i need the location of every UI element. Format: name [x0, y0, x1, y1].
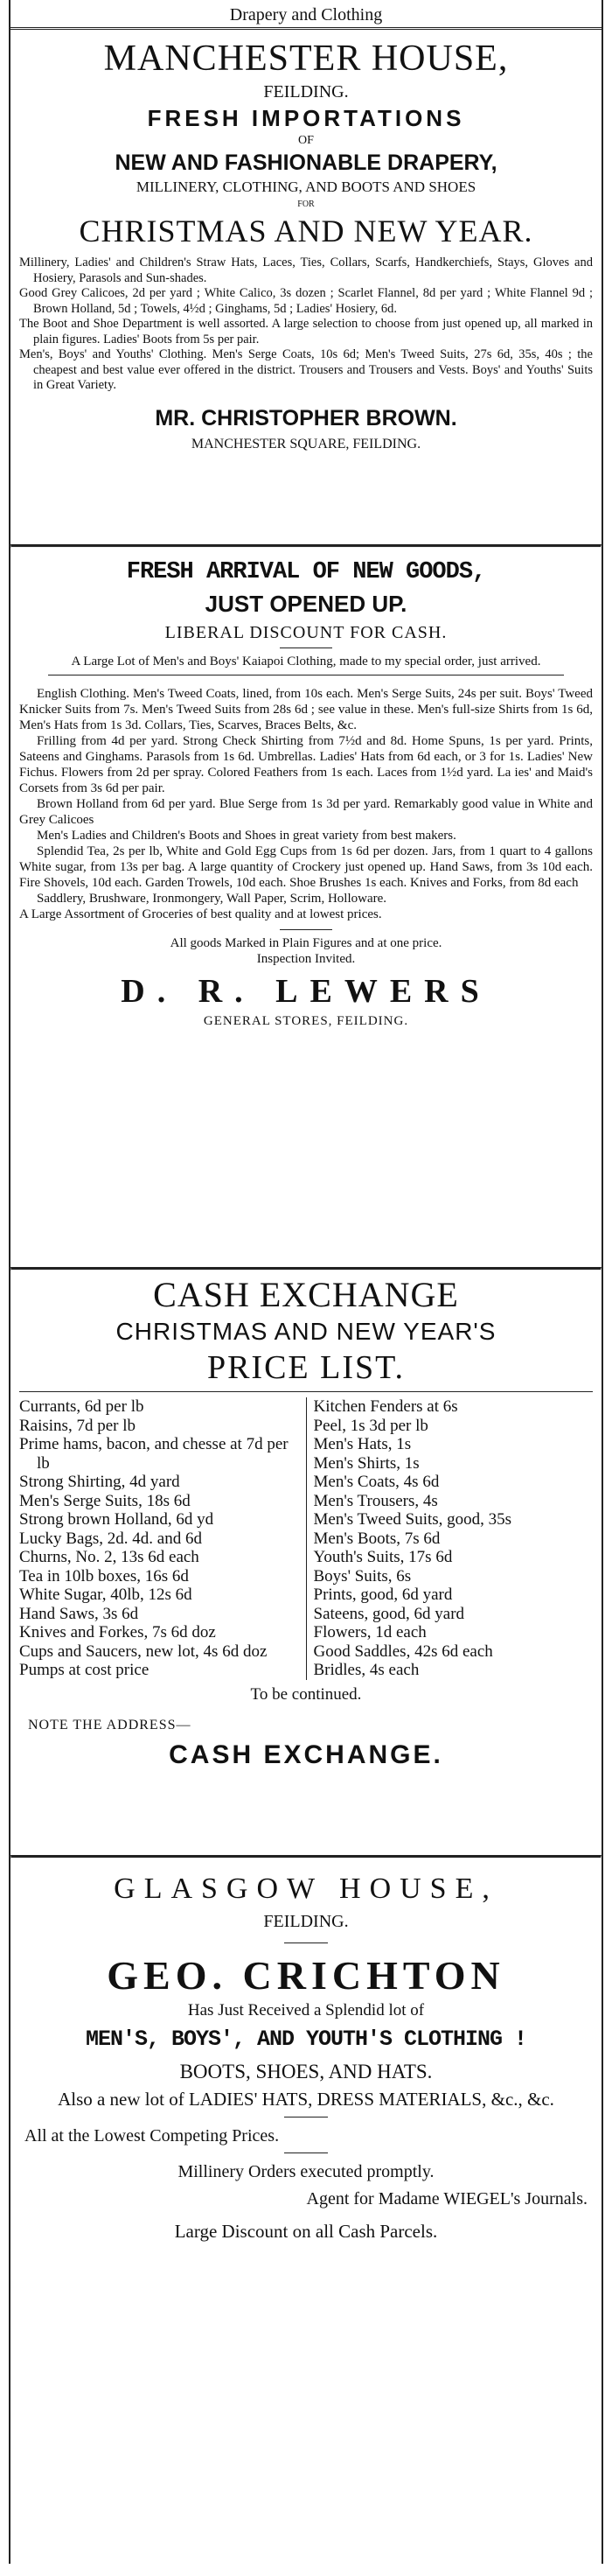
price-item: Kitchen Fenders at 6s: [313, 1397, 458, 1416]
exchange-list-title: PRICE LIST.: [206, 1349, 406, 1386]
price-item: Pumps at cost price: [19, 1661, 150, 1679]
manchester-paragraph: Millinery, Ladies' and Children's Straw Hats, Laces, Ties, Collars, Scarfs, Handkerchiefs, Stays, Gloves and Hosiery, Parasols and Sun-shades.: [19, 256, 593, 285]
price-item: Prime hams, bacon, and chesse at 7d per lb: [19, 1435, 289, 1473]
price-list-right: [307, 1397, 594, 1680]
glasgow-clothing: MEN'S, BOYS', AND YOUTH'S CLOTHING !: [85, 2026, 527, 2052]
manchester-place: FEILDING.: [263, 82, 349, 102]
lewers-paragraph: A Large Assortment of Groceries of best quality and at lowest prices.: [19, 907, 382, 921]
manchester-title: MANCHESTER HOUSE,: [103, 38, 509, 79]
glasgow-rule: [284, 2117, 328, 2118]
lewers-sub: JUST OPENED UP.: [205, 591, 407, 617]
lewers-body: [19, 686, 593, 922]
glasgow-title: GLASGOW HOUSE,: [114, 1872, 498, 1905]
price-item: Youth's Suits, 17s 6d: [313, 1548, 453, 1566]
price-item: White Sugar, 40lb, 12s 6d: [19, 1586, 192, 1604]
manchester-christmas: CHRISTMAS AND NEW YEAR.: [79, 214, 533, 248]
price-list: [19, 1397, 593, 1680]
price-item: Bridles, 4s each: [313, 1661, 420, 1679]
lewers-stores: GENERAL STORES, FEILDING.: [203, 1014, 409, 1028]
cash-exchange-ad: [10, 1270, 602, 1855]
lewers-paragraph: Brown Holland from 6d per yard. Blue Serge from 1s 3d per yard. Remarkably good value in White and Grey Calicoes: [19, 797, 593, 827]
lewers-paragraph: Splendid Tea, 2s per lb, White and Gold Egg Cups from 1s 6d per dozen. Jars, from 1 quart to 4 gallons White sugar, from 13s per bag. A large quantity of Crockery just opened up. Hand Saws, from 3s 10d each. Fire Shovels, 10d each. Garden Trowels, 10d each. Shoe Brushes 1s each. Knives and Forks, from 8d each: [19, 844, 593, 890]
price-item: Knives and Forkes, 7s 6d doz: [19, 1623, 216, 1642]
glasgow-also: Also a new lot of LADIES' HATS, DRESS MATERIALS, &c., &c.: [58, 2089, 554, 2110]
column-header-text: Drapery and Clothing: [229, 5, 383, 24]
lewers-paragraph: English Clothing. Men's Tweed Coats, lined, from 10s each. Men's Serge Suits, 24s per suit. Boys' Tweed Knicker Suits from 7s. Men's Tweed Suits from 28s 6d ; see value in these. Men's full-size Shirts from 1s 6d, Men's Hats from 1s 3d. Collars, Ties, Scarves, Braces Belts, &c.: [19, 687, 593, 732]
manchester-sub: MILLINERY, CLOTHING, AND BOOTS AND SHOES: [136, 178, 476, 195]
exchange-title: CASH EXCHANGE: [153, 1275, 459, 1314]
price-item: Tea in 10lb boxes, 16s 6d: [19, 1566, 189, 1586]
price-item: Men's Trousers, 4s: [313, 1491, 438, 1510]
lewers-inspection: Inspection Invited.: [256, 952, 356, 966]
price-list-left: [19, 1397, 307, 1680]
glasgow-lowest: All at the Lowest Competing Prices.: [24, 2126, 280, 2146]
column-header: [10, 0, 602, 30]
manchester-paragraph: Good Grey Calicoes, 2d per yard ; White Calico, 3s dozen ; Scarlet Flannel, 8d per yard ; White Flannel 9d ; Brown Holland, 5d ; Towels, 4½d ; Ginghams, 5d ; Ladies' Hosiery, 6d.: [19, 286, 593, 316]
price-item: Lucky Bags, 2d. 4d. and 6d: [19, 1529, 202, 1548]
price-item: Men's Boots, 7s 6d: [313, 1529, 441, 1548]
price-item: Sateens, good, 6d yard: [313, 1604, 465, 1623]
manchester-address: MANCHESTER SQUARE, FEILDING.: [191, 436, 421, 452]
price-item: Men's Shirts, 1s: [313, 1453, 420, 1473]
price-item: Currants, 6d per lb: [19, 1397, 144, 1416]
manchester-paragraph: The Boot and Shoe Department is well assorted. A large selection to choose from just opened up, all marked in plain figures. Ladies' Boots from 5s per pair.: [19, 317, 593, 346]
lewers-ad: [10, 548, 602, 1267]
exchange-note: NOTE THE ADDRESS—: [28, 1717, 191, 1732]
exchange-sub: CHRISTMAS AND NEW YEAR'S: [115, 1318, 497, 1345]
manchester-for: FOR: [297, 200, 315, 209]
manchester-headline: NEW AND FASHIONABLE DRAPERY,: [115, 150, 497, 175]
glasgow-place: FEILDING.: [263, 1912, 349, 1931]
glasgow-discount: Large Discount on all Cash Parcels.: [174, 2221, 438, 2242]
price-item: Churns, No. 2, 13s 6d each: [19, 1548, 199, 1566]
lewers-rule: [48, 675, 564, 676]
manchester-proprietor: MR. CHRISTOPHER BROWN.: [155, 405, 457, 430]
price-item: Prints, good, 6d yard: [313, 1586, 453, 1604]
price-item: Strong Shirting, 4d yard: [19, 1473, 180, 1491]
price-item: Strong brown Holland, 6d yd: [19, 1510, 214, 1529]
glasgow-name: GEO. CRICHTON: [107, 1953, 505, 1998]
lewers-name: D. R. LEWERS: [121, 973, 491, 1010]
lewers-paragraph: Saddlery, Brushware, Ironmongery, Wall Paper, Scrim, Holloware.: [37, 892, 387, 906]
price-item: Boys' Suits, 6s: [313, 1566, 412, 1586]
price-item: Hand Saws, 3s 6d: [19, 1604, 139, 1623]
price-item: Peel, 1s 3d per lb: [313, 1416, 428, 1435]
price-item: Good Saddles, 42s 6d each: [313, 1642, 493, 1661]
glasgow-rule: [284, 2152, 328, 2153]
exchange-continued: To be continued.: [250, 1684, 362, 1704]
glasgow-boots: BOOTS, SHOES, AND HATS.: [179, 2061, 433, 2082]
manchester-fresh: FRESH IMPORTATIONS: [147, 105, 465, 131]
lewers-discount: LIBERAL DISCOUNT FOR CASH.: [164, 623, 448, 642]
price-item: Cups and Saucers, new lot, 4s 6d doz: [19, 1642, 268, 1661]
price-item: Men's Coats, 4s 6d: [313, 1473, 440, 1491]
newspaper-page: [9, 0, 603, 2564]
manchester-house-ad: [10, 30, 602, 544]
lewers-paragraph: Frilling from 4d per yard. Strong Check Shirting from 7½d and 8d. Home Spuns, 1s per yard. Prints, Sateens and Ginghams. Parasols from 1s 6d. Umbrellas. Ladies' Hats from 6d each, or 3 for 1s. Ladies' New Fichus. Flowers from 2d per spray. Colored Feathers from 1s each. Laces from 1½d yard. La ies' and Maid's Corsets from 3s 6d per pair.: [19, 734, 593, 795]
lewers-marked: All goods Marked in Plain Figures and at one price.: [170, 936, 442, 950]
glasgow-received: Has Just Received a Splendid lot of: [187, 2001, 425, 2020]
manchester-paragraph: Men's, Boys' and Youths' Clothing. Men's Serge Coats, 10s 6d; Men's Tweed Suits, 27s 6d, 35s, 40s ; the cheapest and best value ever offered in the district. Trousers and Trousers and Vests. Boys' and Youths' Suits in Great Variety.: [19, 347, 593, 392]
glasgow-millinery: Millinery Orders executed promptly.: [177, 2162, 435, 2181]
exchange-rule: [19, 1391, 593, 1392]
price-item: Raisins, 7d per lb: [19, 1416, 136, 1435]
lewers-intro: A Large Lot of Men's and Boys' Kaiapoi Clothing, made to my special order, just arrived.: [71, 654, 541, 668]
manchester-of: OF: [298, 134, 314, 147]
price-item: Flowers, 1d each: [313, 1623, 427, 1642]
manchester-body: [19, 256, 593, 394]
glasgow-agent: Agent for Madame WIEGEL's Journals.: [306, 2189, 588, 2208]
exchange-bottom: CASH EXCHANGE.: [169, 1740, 443, 1769]
price-item: Men's Serge Suits, 18s 6d: [19, 1491, 191, 1510]
glasgow-house-ad: [10, 1858, 602, 2250]
price-item: Men's Tweed Suits, good, 35s: [313, 1510, 512, 1529]
lewers-rule: [280, 929, 332, 930]
price-item: Men's Hats, 1s: [313, 1435, 412, 1453]
lewers-title: FRESH ARRIVAL OF NEW GOODS,: [126, 559, 486, 585]
glasgow-rule: [284, 1942, 328, 1943]
lewers-paragraph: Men's Ladies and Children's Boots and Shoes in great variety from best makers.: [37, 829, 456, 843]
